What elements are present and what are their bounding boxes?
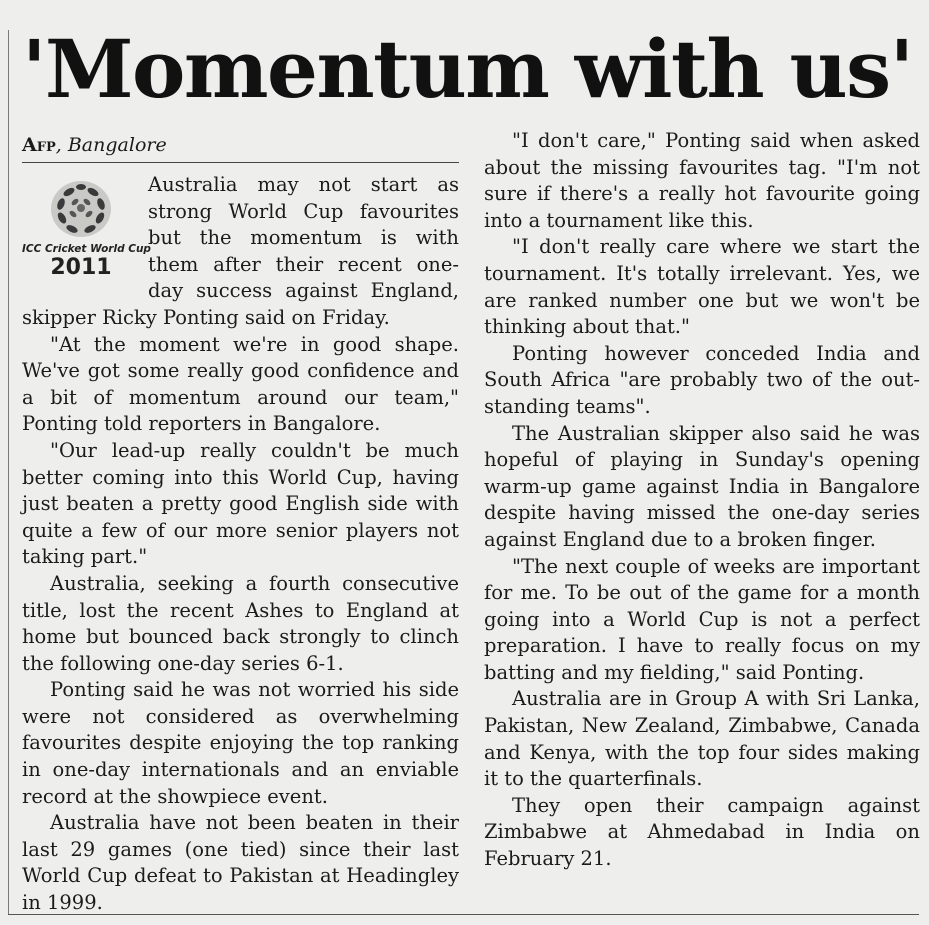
article-paragraph: "I don't care," Ponting said when asked about the missing favourites tag. "I'm not sure if there's a really hot favourite going into a tournament like this. (484, 129, 920, 232)
dateline (22, 128, 459, 163)
agency-credit: Afp (22, 134, 56, 156)
cricket-world-cup-logo-icon (45, 176, 117, 242)
article-paragraph: Australia are in Group A with Sri Lanka, Pakistan, New Zealand, Zimbabwe, Canada and Kenya, with the top four sides making it to the quarterfinals. (484, 687, 920, 791)
article-paragraph: "I don't really care where we start the tournament. It's totally irrelevant. Yes, we are ranked number one but we won't be thinking about that." (484, 235, 920, 339)
article-paragraph: "Our lead-up really couldn't be much better coming into this World Cup, having just beaten a pretty good English side with quite a few of our more senior players not taking part." (22, 438, 459, 569)
article-paragraph: They open their campaign against Zimbabwe at Ahmedabad in India on February 21. (484, 793, 920, 871)
right-column (484, 128, 920, 873)
logo-name: ICC Cricket World Cup (22, 243, 151, 255)
logo-year: 2011 (50, 255, 112, 280)
article-paragraph: "At the moment we're in good shape. We've got some really good confidence and a bit of momentum around our team," Ponting told reporters in Bangalore. (22, 332, 459, 436)
article-paragraph: The Australian skipper also said he was hopeful of playing in Sunday's opening warm-up game against India in Bangalore despite having missed the one-day series against England due to a broken finger. (484, 421, 920, 551)
article-paragraph: Australia, seeking a fourth consecutive title, lost the recent Ashes to England at home but bounced back strongly to clinch the following one-day series 6-1. (22, 571, 459, 675)
headline: 'Momentum with us' (22, 22, 913, 116)
left-column (22, 128, 459, 917)
dateline-separator: , (55, 134, 68, 156)
column-rule-left (8, 30, 9, 915)
article-paragraph: Ponting said he was not worried his side were not considered as overwhelming favourites despite enjoying the top ranking in one-day internationals and an enviable record at the showpiece event. (22, 678, 459, 808)
article-paragraph: "The next couple of weeks are important for me. To be out of the game for a month going into a World Cup is not a perfect preparation. I have to really focus on my batting and my fielding," said Ponting. (484, 554, 920, 684)
world-cup-logo (22, 172, 151, 292)
dateline-location: Bangalore (67, 134, 167, 156)
article-paragraph: Australia have not been beaten in their last 29 games (one tied) since their last World Cup defeat to Pakistan at Headingley in 1999. (22, 811, 459, 915)
article-paragraph: Australia may not start as strong World Cup favourites but the momentum is with them after their recent one-day success against England, skipper Ricky Ponting said on Friday. (22, 173, 459, 329)
bottom-rule (8, 914, 919, 915)
article-paragraph: Ponting however conceded India and South Africa "are probably two of the outstanding teams". (484, 341, 920, 418)
